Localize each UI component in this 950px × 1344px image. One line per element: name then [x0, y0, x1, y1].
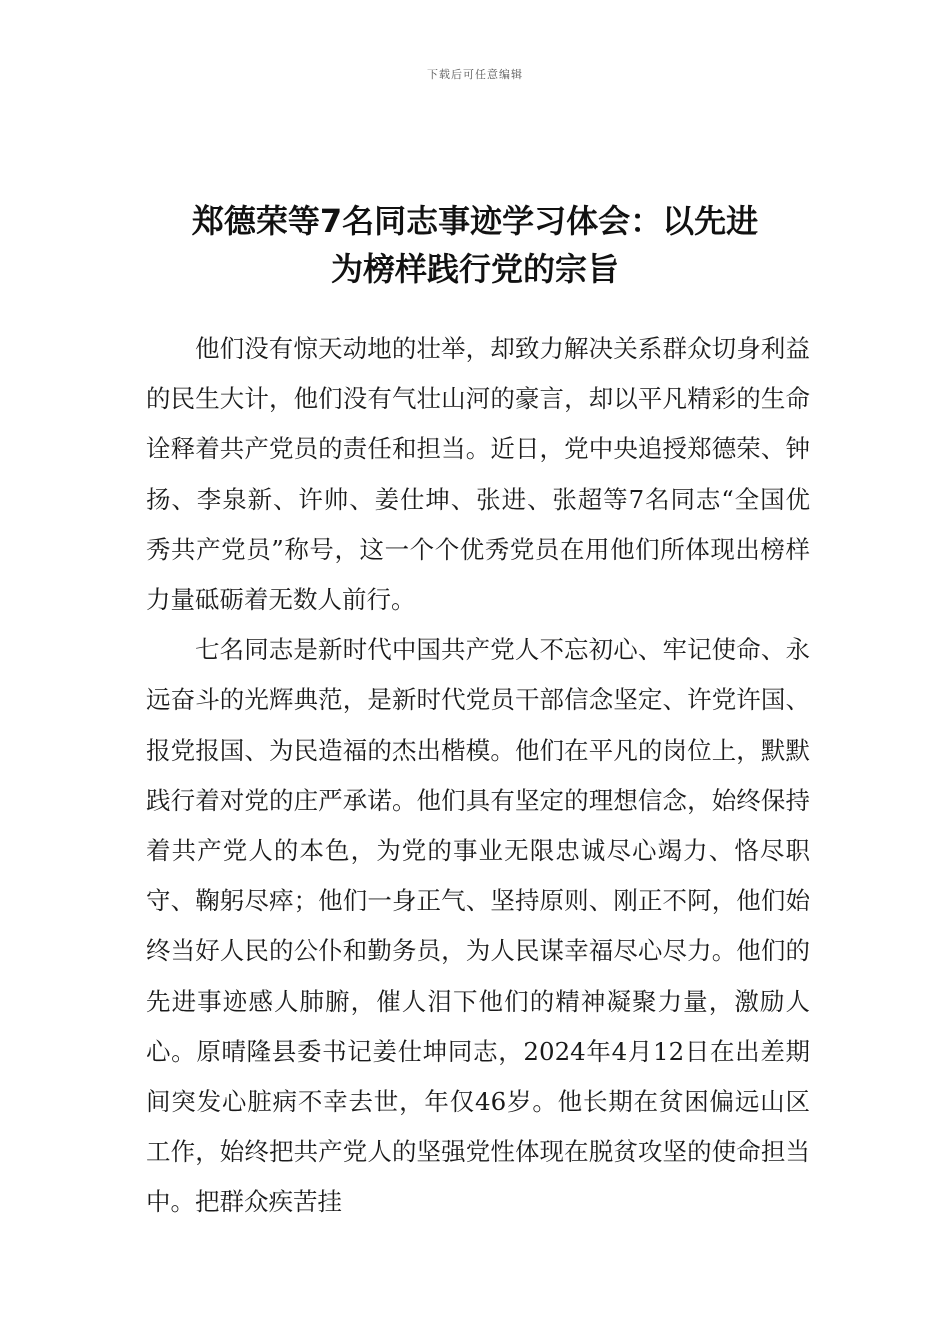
header-note: 下载后可任意编辑 — [427, 68, 523, 81]
document-body — [146, 324, 810, 1228]
paragraph-2: 七名同志是新时代中国共产党人不忘初心、牢记使命、永远奋斗的光辉典范，是新时代党员干部信念坚定、许党许国、报党报国、为民造福的杰出楷模。他们在平凡的岗位上，默默践行着对党的庄严承诺。他们具有坚定的理想信念，始终保持着共产党人的本色，为党的事业无限忠诚尽心竭力、恪尽职守、鞠躬尽瘁；他们一身正气、坚持原则、刚正不阿，他们始终当好人民的公仆和勤务员，为人民谋幸福尽心尽力。他们的先进事迹感人肺腑，催人泪下他们的精神凝聚力量，激励人心。原晴隆县委书记姜仕坤同志，2024年4月12日在出差期间突发心脏病不幸去世，年仅46岁。他长期在贫困偏远山区工作，始终把共产党人的坚强党性体现在脱贫攻坚的使命担当中。把群众疾苦挂 — [146, 635, 810, 1217]
title-line-2: 为榜样践行党的宗旨 — [330, 250, 619, 289]
paragraph-1: 他们没有惊天动地的壮举，却致力解决关系群众切身利益的民生大计，他们没有气壮山河的豪言，却以平凡精彩的生命诠释着共产党员的责任和担当。近日，党中央追授郑德荣、钟扬、李泉新、许帅、姜仕坤、张进、张超等7名同志“全国优秀共产党员”称号，这一个个优秀党员在用他们所体现出榜样力量砥砺着无数人前行。 — [146, 334, 810, 615]
document-title — [140, 197, 810, 293]
title-line-1: 郑德荣等7名同志事迹学习体会：以先进 — [191, 202, 759, 241]
